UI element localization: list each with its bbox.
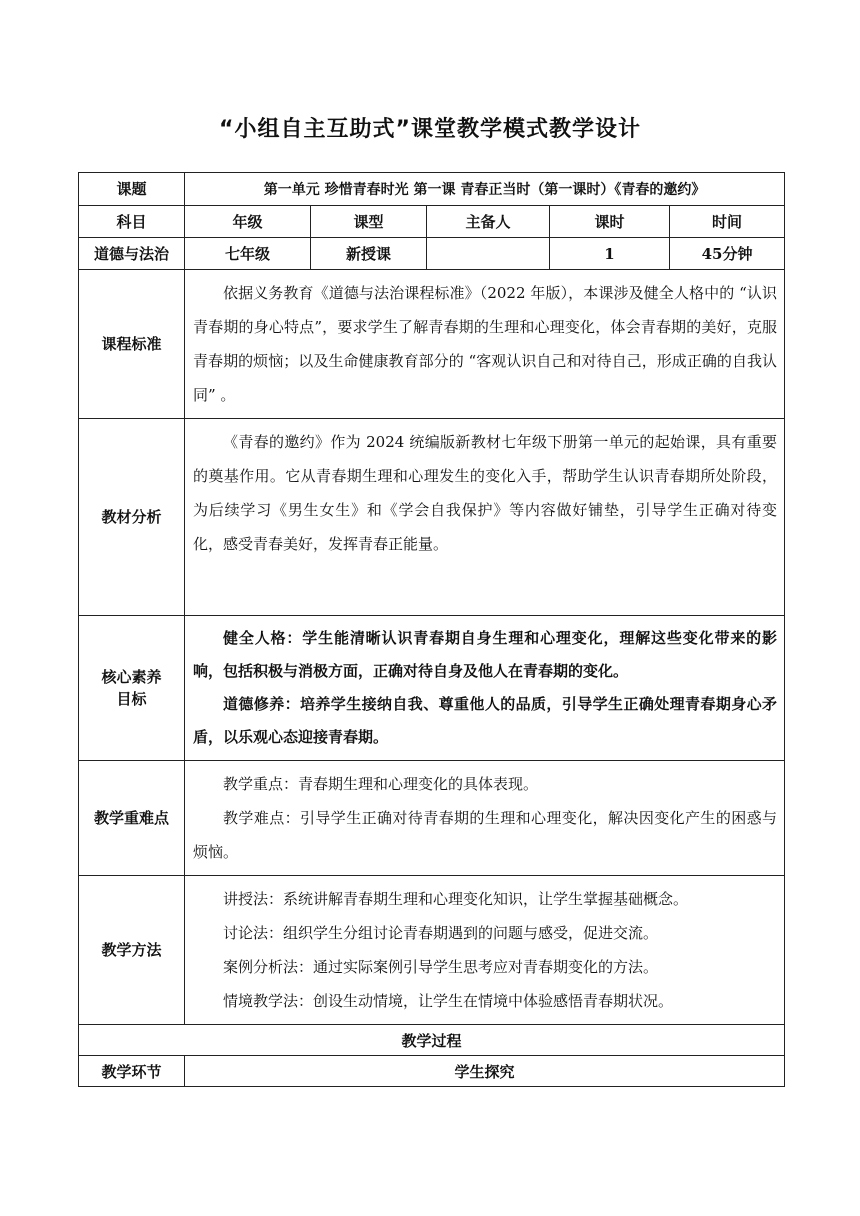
- process-col-student: 学生探究: [185, 1056, 785, 1087]
- materials-paragraph: 《青春的邀约》作为 2024 统编版新教材七年级下册第一单元的起始课，具有重要的奠基作用。它从青春期生理和心理发生的变化入手，帮助学生认识青春期所处阶段，为后续学习《男生女生》和《学会自我保护》等内容做好铺垫，引导学生正确对待变化，感受青春美好，发挥青春正能量。: [193, 433, 778, 553]
- info-value-grade: 七年级: [185, 238, 311, 270]
- core-literacy-label-line1: 核心素养: [101, 668, 162, 686]
- keypoints-focus: 教学重点：青春期生理和心理变化的具体表现。: [223, 775, 539, 793]
- process-columns-row: [79, 1056, 785, 1087]
- curriculum-row: [79, 270, 785, 419]
- process-heading: 教学过程: [79, 1025, 785, 1056]
- method-item-lecture: 讲授法：系统讲解青春期生理和心理变化知识，让学生掌握基础概念。: [223, 890, 689, 908]
- curriculum-content: [185, 270, 785, 419]
- core-literacy-paragraph-morality: 道德修养：培养学生接纳自我、尊重他人的品质，引导学生正确处理青春期身心矛盾，以乐观心态迎接青春期。: [193, 695, 778, 746]
- info-value-type: 新授课: [311, 238, 427, 270]
- method-item-discussion: 讨论法：组织学生分组讨论青春期遇到的问题与感受，促进交流。: [223, 924, 659, 942]
- info-header-type: 课型: [311, 206, 427, 238]
- lesson-row: [79, 173, 785, 206]
- keypoints-content: [185, 761, 785, 876]
- process-col-stage: 教学环节: [79, 1056, 185, 1087]
- core-literacy-row: [79, 616, 785, 761]
- keypoints-row: [79, 761, 785, 876]
- core-literacy-paragraph-personality: 健全人格：学生能清晰认识青春期自身生理和心理变化，理解这些变化带来的影响，包括积极与消极方面，正确对待自身及他人在青春期的变化。: [193, 629, 778, 680]
- method-item-situational: 情境教学法：创设生动情境，让学生在情境中体验感悟青春期状况。: [223, 992, 674, 1010]
- info-header-row: [79, 206, 785, 238]
- keypoints-difficulty: 教学难点：引导学生正确对待青春期的生理和心理变化，解决因变化产生的困惑与烦恼。: [193, 809, 778, 861]
- materials-label: 教材分析: [79, 419, 185, 616]
- core-literacy-label: [79, 616, 185, 761]
- materials-content: [185, 419, 785, 616]
- methods-label: 教学方法: [79, 876, 185, 1025]
- keypoints-label: 教学重难点: [79, 761, 185, 876]
- curriculum-label: 课程标准: [79, 270, 185, 419]
- info-value-subject: 道德与法治: [79, 238, 185, 270]
- curriculum-paragraph: 依据义务教育《道德与法治课程标准》（2022 年版），本课涉及健全人格中的 “认识青春期的身心特点”，要求学生了解青春期的生理和心理变化，体会青春期的美好，克服青春期的烦恼；以及生命健康教育部分的 “客观认识自己和对待自己，形成正确的自我认同” 。: [193, 284, 778, 404]
- materials-row: [79, 419, 785, 616]
- info-header-preparer: 主备人: [427, 206, 550, 238]
- info-header-periods: 课时: [550, 206, 670, 238]
- info-value-time: 45分钟: [670, 238, 785, 270]
- methods-row: [79, 876, 785, 1025]
- info-header-time: 时间: [670, 206, 785, 238]
- core-literacy-label-line2: 目标: [116, 690, 147, 708]
- core-literacy-content: [185, 616, 785, 761]
- info-header-subject: 科目: [79, 206, 185, 238]
- methods-content: [185, 876, 785, 1025]
- info-header-grade: 年级: [185, 206, 311, 238]
- lesson-value: 第一单元 珍惜青春时光 第一课 青春正当时（第一课时）《青春的邀约》: [185, 173, 785, 206]
- lesson-label: 课题: [79, 173, 185, 206]
- info-value-preparer: [427, 238, 550, 270]
- info-value-row: [79, 238, 785, 270]
- lesson-plan-table: [78, 172, 785, 1087]
- method-item-case-analysis: 案例分析法：通过实际案例引导学生思考应对青春期变化的方法。: [223, 958, 659, 976]
- process-heading-row: [79, 1025, 785, 1056]
- info-value-periods: 1: [550, 238, 670, 270]
- document-title: “小组自主互助式”课堂教学模式教学设计: [219, 117, 641, 142]
